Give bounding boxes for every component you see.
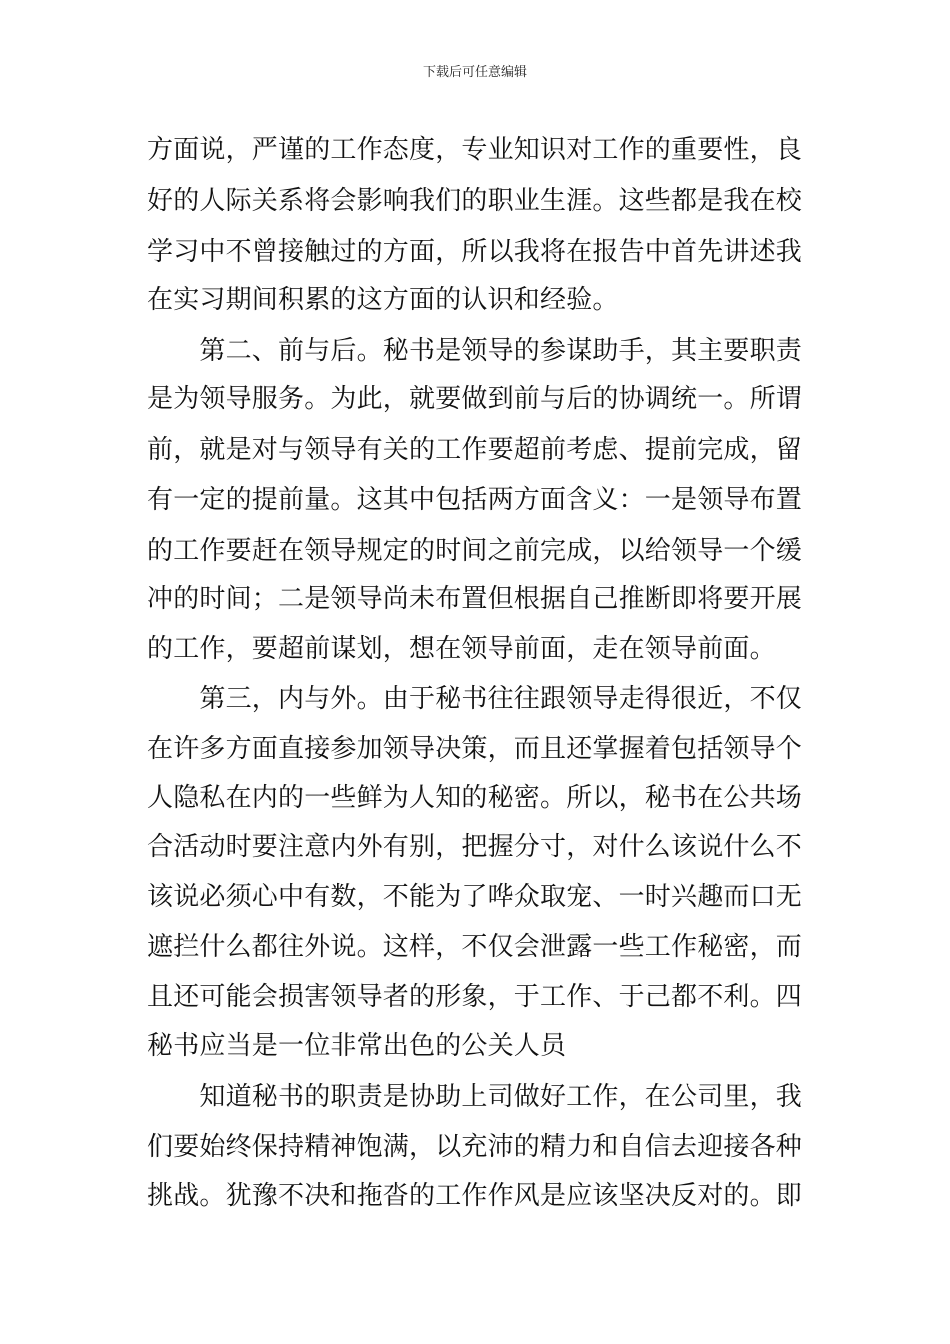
text-line: 是为领导服务。为此，就要做到前与后的协调统一。所谓 [147, 384, 803, 414]
text-line: 学习中不曾接触过的方面，所以我将在报告中首先讲述我 [147, 237, 803, 267]
text-line: 挑战。犹豫不决和拖沓的工作作风是应该坚决反对的。即 [147, 1181, 803, 1211]
text-line: 方面说，严谨的工作态度，专业知识对工作的重要性，良 [147, 135, 803, 165]
page-header: 下载后可任意编辑 [422, 65, 527, 80]
text-line: 们要始终保持精神饱满，以充沛的精力和自信去迎接各种 [147, 1132, 803, 1162]
text-line: 好的人际关系将会影响我们的职业生涯。这些都是我在校 [147, 186, 803, 216]
text-line: 冲的时间；二是领导尚未布置但根据自己推断即将要开展 [147, 584, 803, 614]
text-line: 且还可能会损害领导者的形象，于工作、于己都不利。四 [147, 982, 803, 1012]
text-line: 人隐私在内的一些鲜为人知的秘密。所以，秘书在公共场 [147, 783, 803, 813]
text-line: 的工作要赶在领导规定的时间之前完成，以给领导一个缓 [147, 536, 803, 566]
text-line: 在许多方面直接参加领导决策，而且还掌握着包括领导个 [147, 734, 803, 764]
text-line: 秘书应当是一位非常出色的公关人员 [147, 1031, 567, 1061]
text-line: 前，就是对与领导有关的工作要超前考虑、提前完成，留 [147, 435, 803, 465]
text-line: 合活动时要注意内外有别，把握分寸，对什么该说什么不 [147, 832, 803, 862]
paragraph-first-line: 知道秘书的职责是协助上司做好工作，在公司里，我 [147, 1082, 803, 1112]
text-line: 遮拦什么都往外说。这样，不仅会泄露一些工作秘密，而 [147, 932, 803, 962]
text-line: 在实习期间积累的这方面的认识和经验。 [147, 285, 619, 315]
text-line: 的工作，要超前谋划，想在领导前面，走在领导前面。 [147, 634, 776, 664]
text-line: 该说必须心中有数，不能为了哗众取宠、一时兴趣而口无 [147, 882, 803, 912]
text-line: 有一定的提前量。这其中包括两方面含义：一是领导布置 [147, 485, 803, 515]
paragraph-first-line: 第二、前与后。秘书是领导的参谋助手，其主要职责 [147, 336, 803, 366]
paragraph-first-line: 第三，内与外。由于秘书往往跟领导走得很近，不仅 [147, 684, 803, 714]
